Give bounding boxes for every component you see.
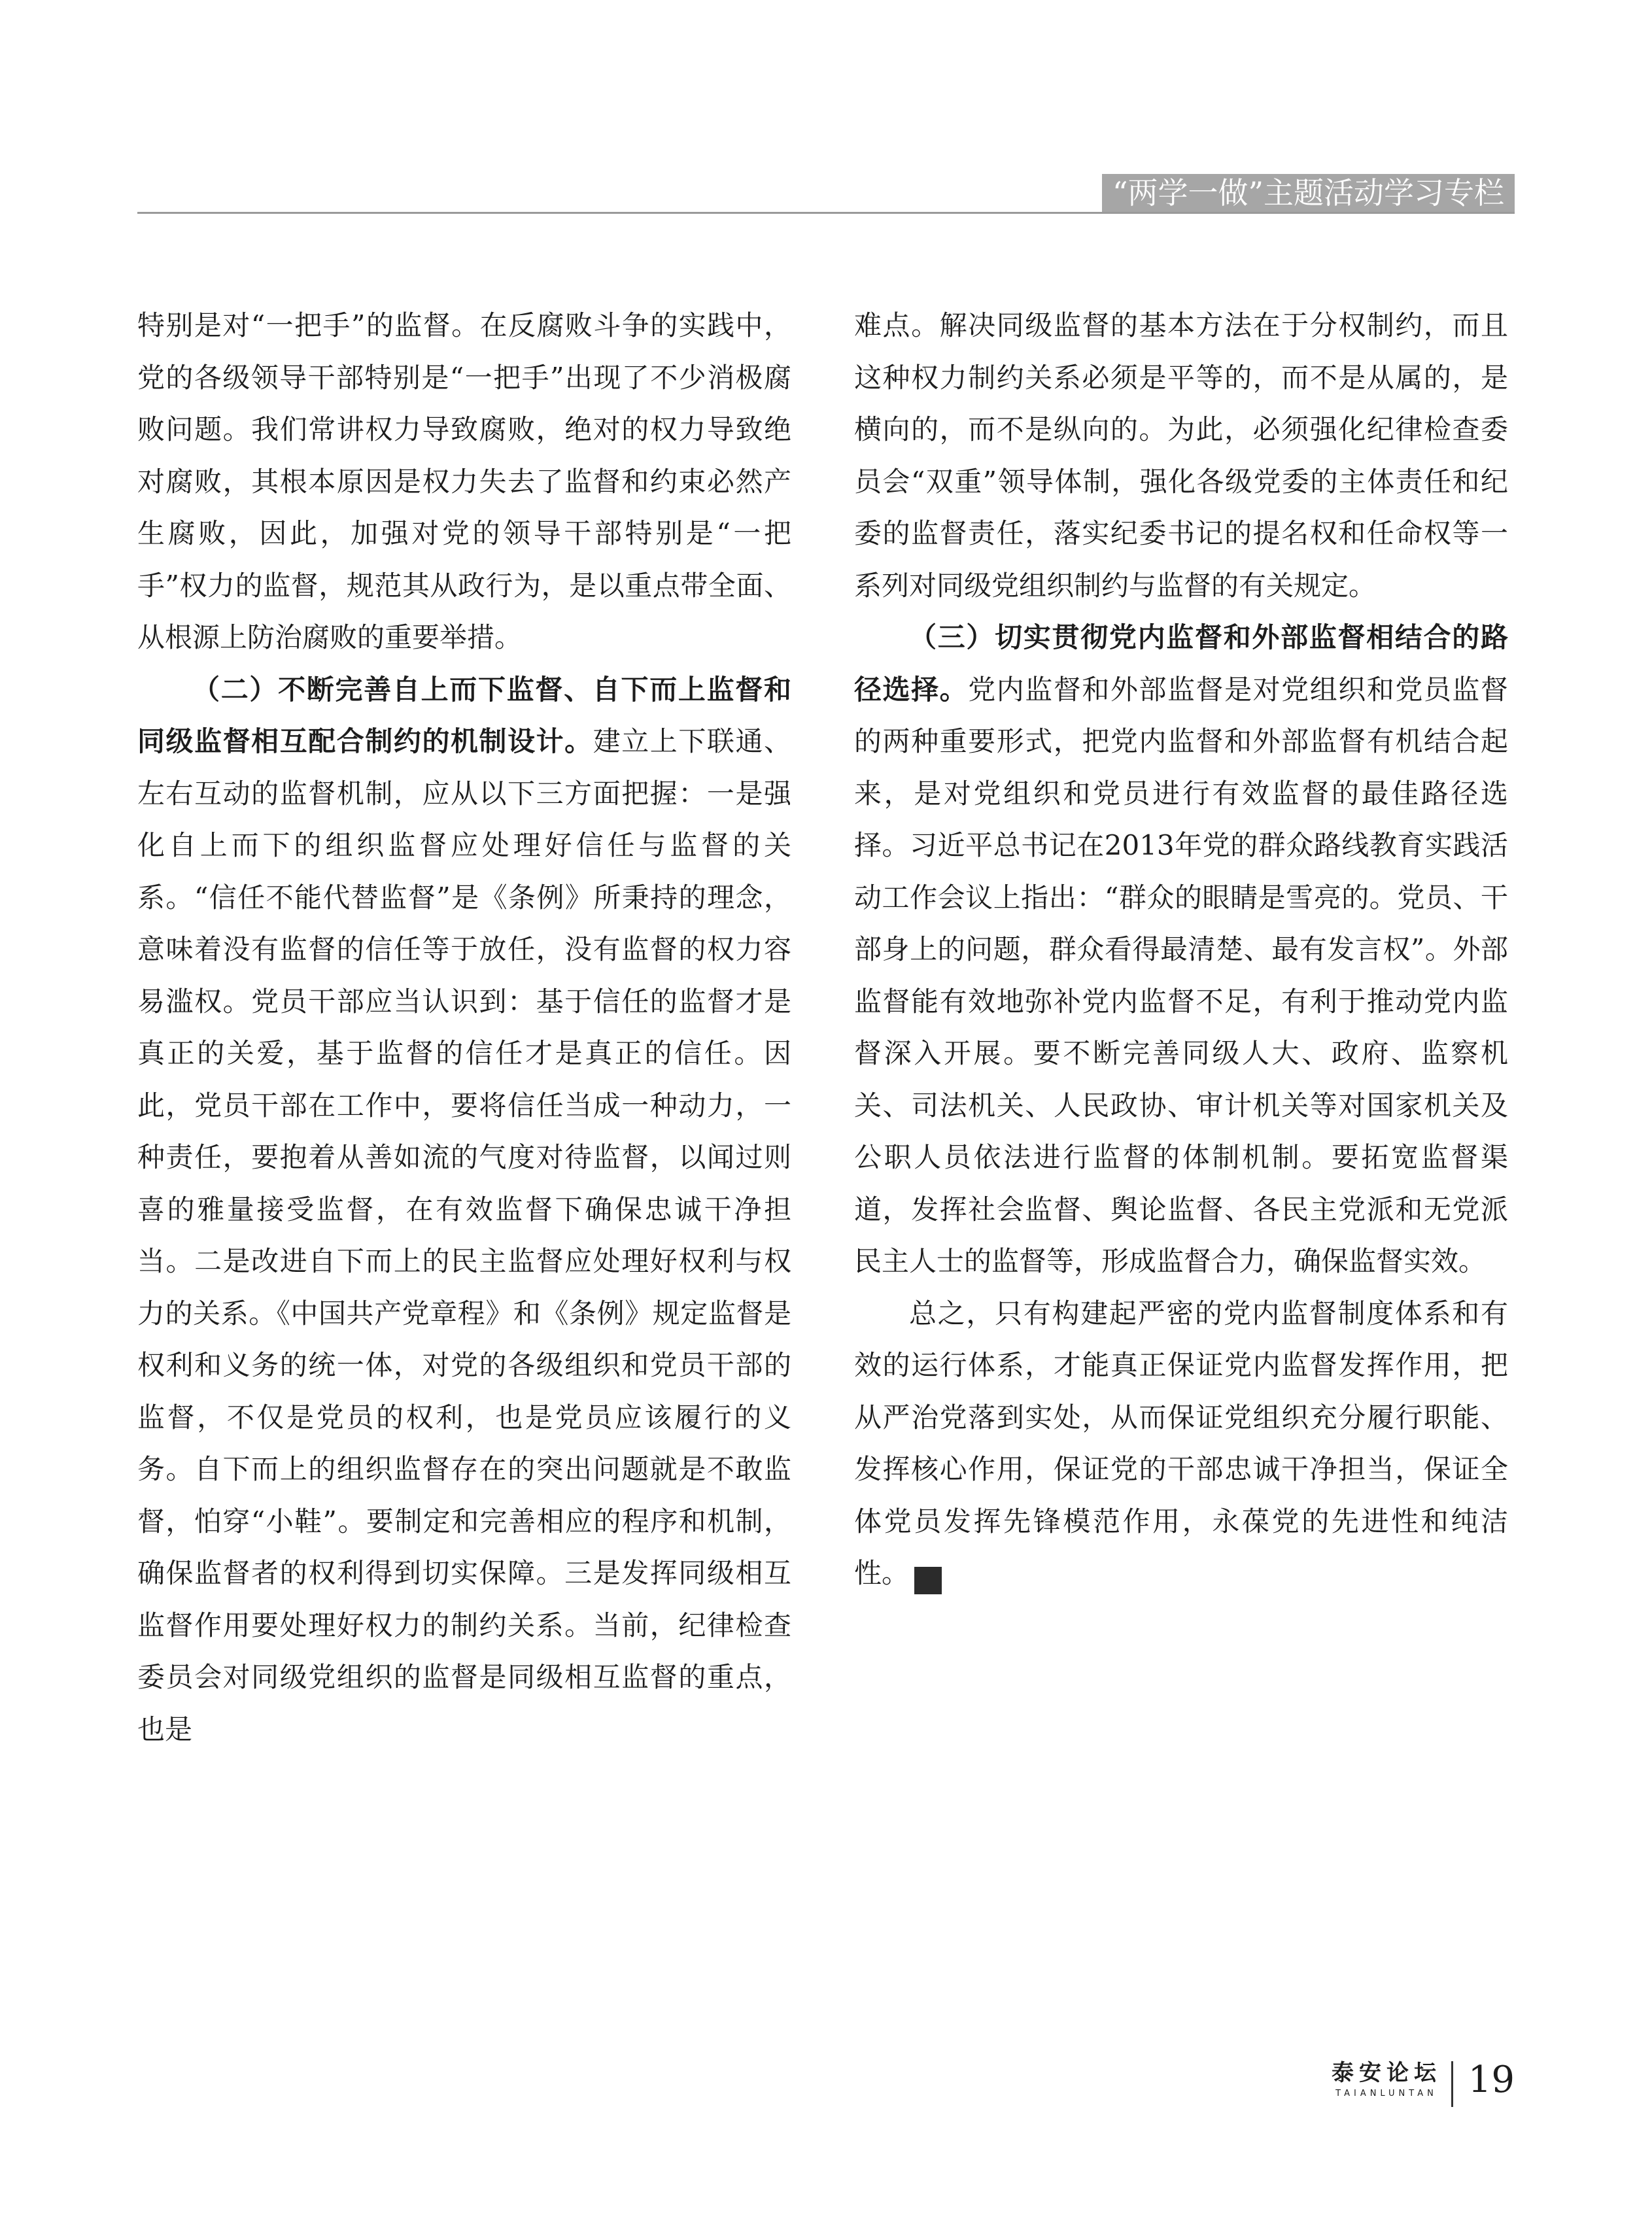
- page-number: 19: [1468, 2059, 1515, 2101]
- paragraph-body: 党内监督和外部监督是对党组织和党员监督的两种重要形式，把党内监督和外部监督有机结合起来，是对党组织和党员进行有效监督的最佳路径选择。习近平总书记在2013年党的群众路线教育实践活动工作会议上指出：“群众的眼睛是雪亮的。党员、干部身上的问题，群众看得最清楚、最有发言权”。外部监督能有效地弥补党内监督不足，有利于推动党内监督深入开展。要不断完善同级人大、政府、监察机关、司法机关、人民政协、审计机关等对国家机关及公职人员依法进行监督的体制机制。要拓宽监督渠道，发挥社会监督、舆论监督、各民主党派和无党派民主人士的监督等，形成监督合力，确保监督实效。: [854, 673, 1508, 1277]
- footer-divider: [1451, 2061, 1453, 2107]
- brand-pinyin: TAIANLUNTAN: [1335, 2089, 1437, 2098]
- column-tag: “两学一做”主题活动学习专栏: [1102, 174, 1515, 212]
- paragraph: [137, 664, 791, 1756]
- header-rule: [137, 212, 1515, 214]
- paragraph-body: 总之，只有构建起严密的党内监督制度体系和有效的运行体系，才能真正保证党内监督发挥作用，把从严治党落到实处，从而保证党组织充分履行职能、发挥核心作用，保证党的干部忠诚干净担当，保证全体党员发挥先锋模范作用，永葆党的先进性和纯洁性。: [854, 1297, 1508, 1589]
- paragraph: [854, 1288, 1508, 1600]
- section-heading: （二）不断完善自上而下监督、自下而上监督和同级监督相互配合制约的机制设计。: [137, 673, 791, 757]
- footer-brand: [1332, 2059, 1441, 2100]
- paragraph: 特别是对“一把手”的监督。在反腐败斗争的实践中，党的各级领导干部特别是“一把手”出现了不少消极腐败问题。我们常讲权力导致腐败，绝对的权力导致绝对腐败，其根本原因是权力失去了监督和约束必然产生腐败，因此，加强对党的领导干部特别是“一把手”权力的监督，规范其从政行为，是以重点带全面、从根源上防治腐败的重要举措。: [137, 309, 791, 653]
- paragraph: [854, 611, 1508, 1288]
- paragraph-body: 建立上下联通、左右互动的监督机制，应从以下三方面把握：一是强化自上而下的组织监督应处理好信任与监督的关系。“信任不能代替监督”是《条例》所秉持的理念，意味着没有监督的信任等于放任，没有监督的权力容易滥权。党员干部应当认识到：基于信任的监督才是真正的关爱，基于监督的信任才是真正的信任。因此，党员干部在工作中，要将信任当成一种动力，一种责任，要抱着从善如流的气度对待监督，以闻过则喜的雅量接受监督，在有效监督下确保忠诚干净担当。二是改进自下而上的民主监督应处理好权利与权力的关系。《中国共产党章程》和《条例》规定监督是权利和义务的统一体，对党的各级组织和党员干部的监督，不仅是党员的权利，也是党员应该履行的义务。自下而上的组织监督存在的突出问题就是不敢监督，怕穿“小鞋”。要制定和完善相应的程序和机制，确保监督者的权利得到切实保障。三是发挥同级相互监督作用要处理好权力的制约关系。当前，纪律检查委员会对同级党组织的监督是同级相互监督的重点，也是: [137, 725, 791, 1745]
- right-column: [854, 300, 1508, 1600]
- left-column: [137, 300, 791, 1755]
- brand-name: 泰安论坛: [1332, 2060, 1441, 2086]
- end-mark-icon: 泰: [914, 1567, 942, 1594]
- paragraph: 难点。解决同级监督的基本方法在于分权制约，而且这种权力制约关系必须是平等的，而不是从属的，是横向的，而不是纵向的。为此，必须强化纪律检查委员会“双重”领导体制，强化各级党委的主体责任和纪委的监督责任，落实纪委书记的提名权和任命权等一系列对同级党组织制约与监督的有关规定。: [854, 309, 1508, 602]
- section-heading: （三）切实贯彻党内监督和外部监督相结合的路径选择。: [854, 621, 1508, 706]
